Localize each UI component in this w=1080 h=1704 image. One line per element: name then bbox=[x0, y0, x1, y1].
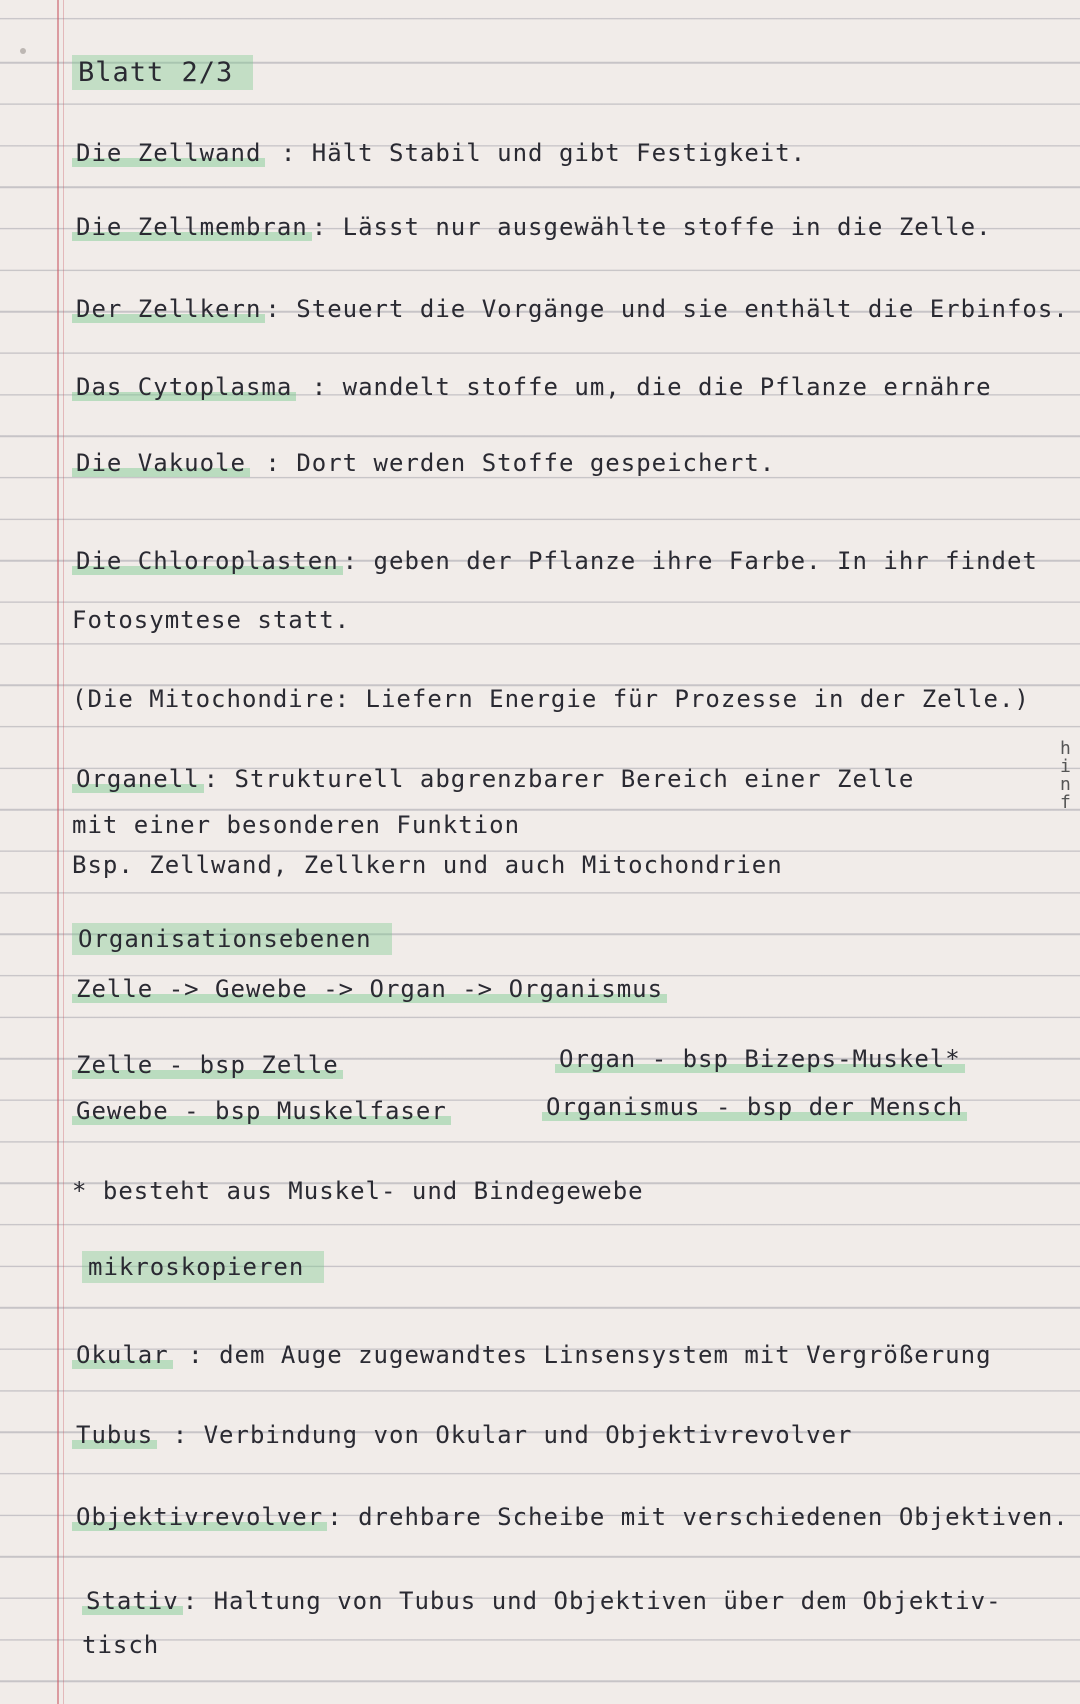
punch-hole bbox=[20, 48, 26, 54]
line-vakuole: Die Vakuole : Dort werden Stoffe gespeichert. bbox=[72, 448, 775, 478]
line-organell-funktion: mit einer besonderen Funktion bbox=[72, 811, 521, 839]
line-zellmembran: Die Zellmembran : Lässt nur ausgewählte stoffe in die Zelle. bbox=[72, 212, 992, 242]
line-organismus-beispiel: Organismus - bsp der Mensch bbox=[542, 1092, 967, 1122]
line-gewebe-beispiel: Gewebe - bsp Muskelfaser bbox=[72, 1096, 451, 1126]
page-title: Blatt 2/3 bbox=[72, 58, 253, 88]
heading-mikroskopieren: mikroskopieren bbox=[82, 1252, 324, 1282]
line-fotosynthese: Fotosymtese statt. bbox=[72, 606, 351, 634]
line-objekttisch: tisch bbox=[82, 1631, 160, 1659]
line-mitochondrien: (Die Mitochondire: Liefern Energie für Prozesse in der Zelle.) bbox=[72, 685, 1030, 713]
line-objektivrevolver: Objektivrevolver : drehbare Scheibe mit verschiedenen Objektiven. bbox=[72, 1502, 1069, 1532]
line-tubus: Tubus : Verbindung von Okular und Objektivrevolver bbox=[72, 1420, 852, 1450]
line-organ-beispiel: Organ - bsp Bizeps-Muskel* bbox=[555, 1044, 965, 1074]
line-chloroplasten: Die Chloroplasten : geben der Pflanze ihre Farbe. In ihr findet bbox=[72, 546, 1038, 576]
margin-line bbox=[57, 0, 59, 1704]
side-marks: h i n f bbox=[1060, 738, 1071, 813]
heading-organisationsebenen: Organisationsebenen bbox=[72, 924, 392, 954]
line-footnote-muskel: * besteht aus Muskel- und Bindegewebe bbox=[72, 1177, 644, 1205]
line-zellkern: Der Zellkern : Steuert die Vorgänge und sie enthält die Erbinfos. bbox=[72, 294, 1069, 324]
margin-line-inner bbox=[63, 0, 64, 1704]
line-cytoplasma: Das Cytoplasma : wandelt stoffe um, die die Pflanze ernähre bbox=[72, 372, 992, 402]
line-zellwand: Die Zellwand : Hält Stabil und gibt Festigkeit. bbox=[72, 138, 806, 168]
line-stativ: Stativ : Haltung von Tubus und Objektiven über dem Objektiv- bbox=[82, 1586, 1002, 1616]
line-ebenen-kette: Zelle -> Gewebe -> Organ -> Organismus bbox=[72, 974, 667, 1004]
line-okular: Okular : dem Auge zugewandtes Linsensystem mit Vergrößerung bbox=[72, 1340, 992, 1370]
line-organell: Organell : Strukturell abgrenzbarer Bereich einer Zelle bbox=[72, 764, 914, 794]
line-organell-beispiel: Bsp. Zellwand, Zellkern und auch Mitochondrien bbox=[72, 851, 783, 879]
line-zelle-beispiel: Zelle - bsp Zelle bbox=[72, 1050, 343, 1080]
